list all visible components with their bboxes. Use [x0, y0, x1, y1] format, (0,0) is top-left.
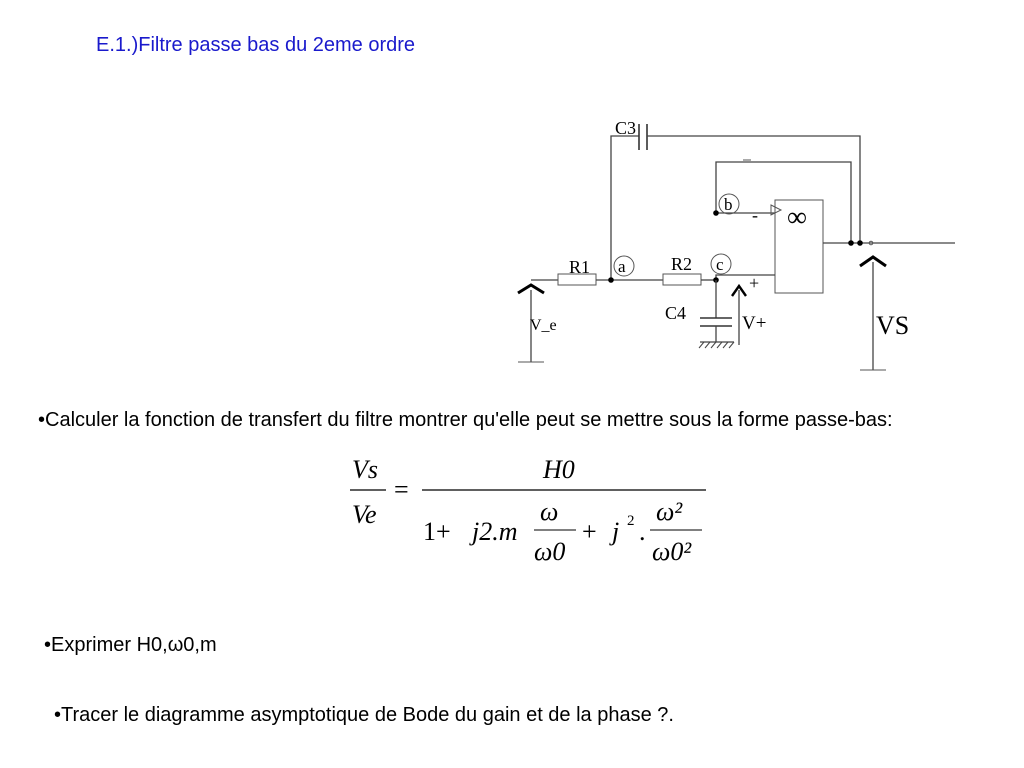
label-c4: C4 — [665, 303, 687, 323]
c3-wire-right — [647, 136, 860, 243]
j-term: j — [612, 517, 620, 546]
label-minus: - — [752, 205, 758, 225]
label-ve: V_e — [530, 317, 557, 334]
r2-resistor — [663, 274, 701, 285]
label-node-c: c — [716, 255, 724, 274]
label-node-a: a — [618, 257, 626, 276]
label-plus: + — [749, 273, 760, 293]
node-a-dot — [608, 277, 614, 283]
instruction-bode-diagram: •Tracer le diagramme asymptotique de Bode du gain et de la phase ?. — [54, 704, 674, 726]
omega-squared-numerator: ω² — [656, 497, 683, 526]
lhs-denominator: Ve — [352, 500, 377, 529]
lhs-numerator: Vs — [352, 455, 378, 484]
j2m-term: j2.m — [472, 517, 518, 546]
output-node-2 — [857, 240, 863, 246]
omega-numerator: ω — [540, 497, 559, 526]
plus-sign: + — [582, 517, 597, 546]
instruction-express-parameters: •Exprimer H0,ω0,m — [44, 634, 217, 656]
j-exponent: 2 — [627, 513, 635, 529]
label-r2: R2 — [671, 254, 693, 274]
feedback-wire — [716, 162, 851, 243]
omega0-squared-denominator: ω0² — [652, 537, 692, 566]
label-node-b: b — [724, 195, 733, 214]
plus-input-wire — [716, 275, 775, 280]
label-infinity: ∞ — [787, 202, 807, 233]
ground-icon — [699, 342, 734, 348]
omega0-denominator: ω0 — [534, 537, 566, 566]
instruction-transfer-function: •Calculer la fonction de transfert du filtre montrer qu'elle peut se mettre sous la forme passe-bas: — [38, 409, 893, 431]
dot-operator: . — [639, 517, 646, 546]
transfer-function-formula — [0, 450, 1024, 600]
label-r1: R1 — [569, 257, 591, 277]
output-node-1 — [848, 240, 854, 246]
equals-sign: = — [394, 475, 409, 504]
label-c3: C3 — [615, 118, 637, 138]
page-title: E.1.)Filtre passe bas du 2eme ordre — [96, 34, 416, 56]
one-plus: 1+ — [423, 517, 451, 546]
rhs-numerator: H0 — [543, 455, 575, 484]
label-vplus: V+ — [742, 313, 767, 334]
node-b-dot — [713, 210, 719, 216]
label-vs: VS — [876, 311, 910, 340]
